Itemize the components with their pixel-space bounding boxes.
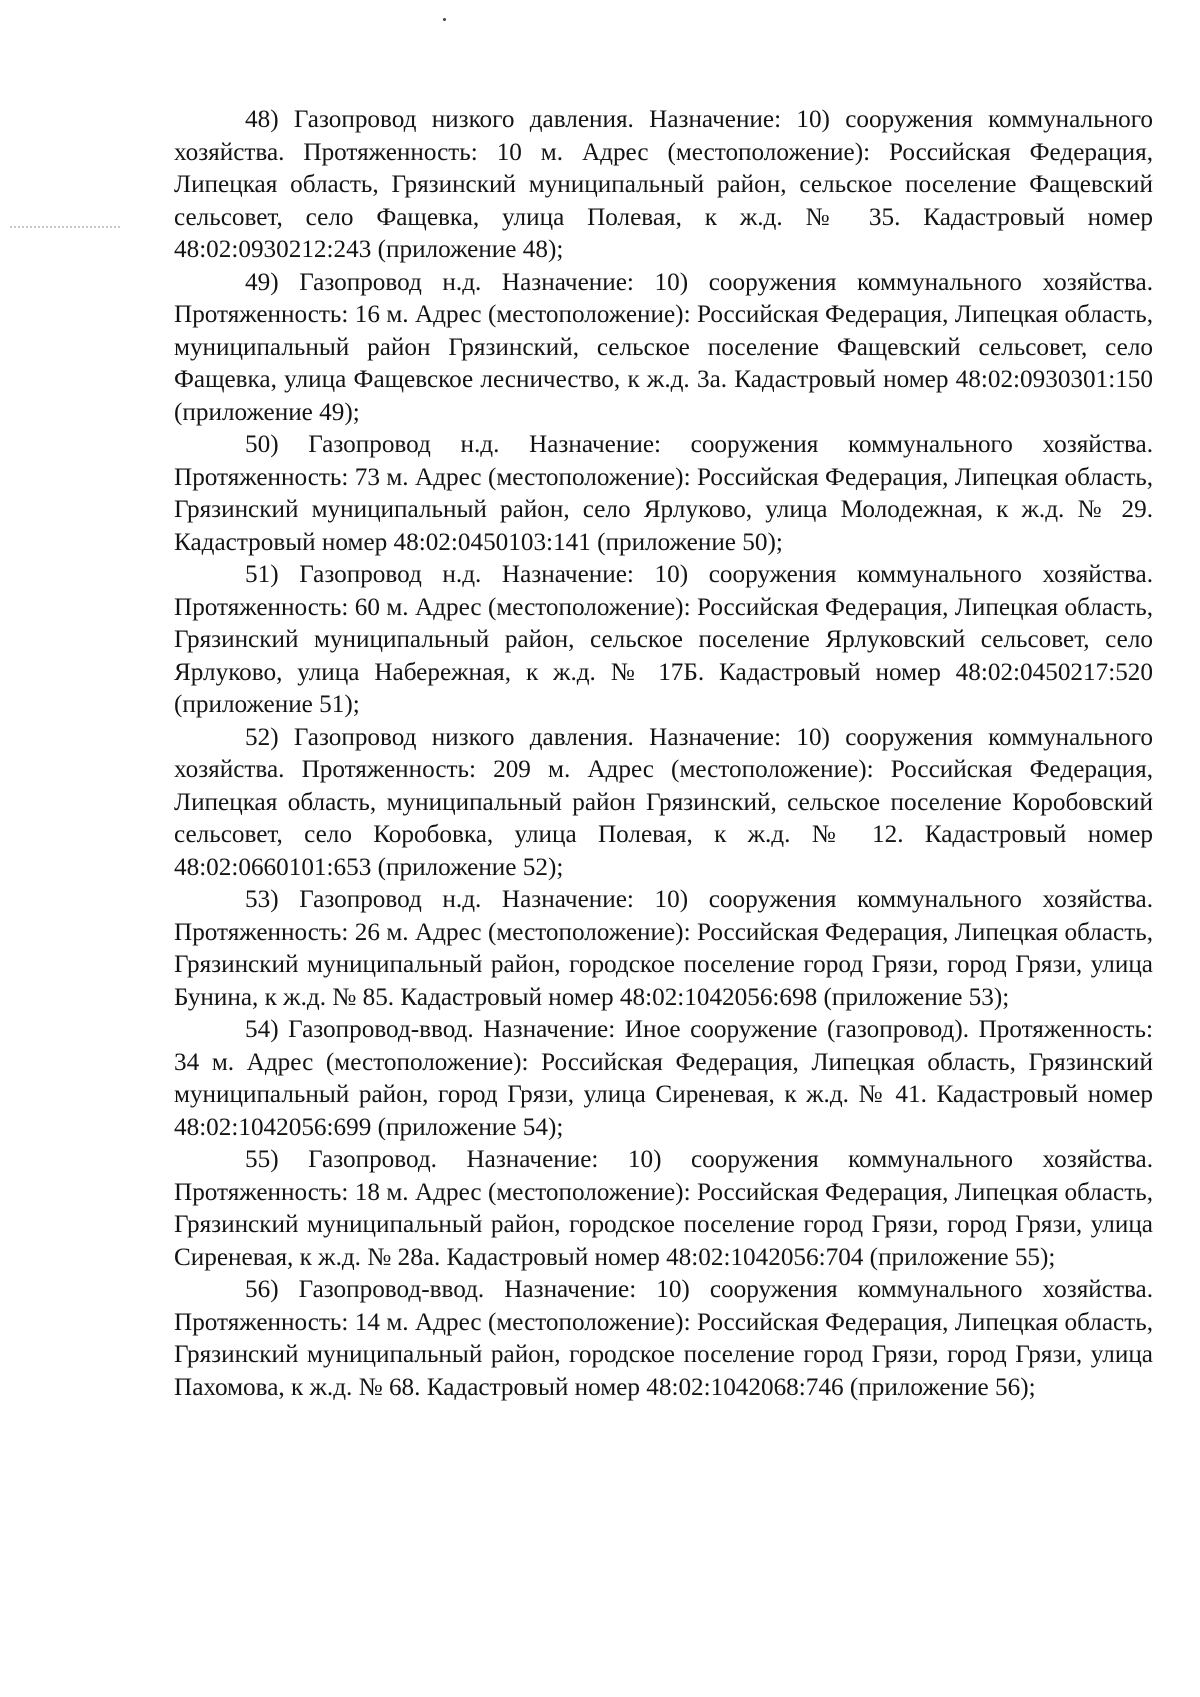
list-item-54: 54) Газопровод-ввод. Назначение: Иное сооружение (газопровод). Протяженность: 34 м. Адрес (местоположение): Российская Федерация, Липецкая область, Грязинский муниципальный район, город Грязи, улица Сиреневая, к ж.д. № 41. Кадастровый номер 48:02:1042056:699 (приложение 54); [174, 1016, 1153, 1141]
list-item-51: 51) Газопровод н.д. Назначение: 10) сооружения коммунального хозяйства. Протяженность: 60 м. Адрес (местоположение): Российская Федерация, Липецкая область, Грязинский муниципальный район, сельское поселение Ярлуковский сельсовет, село Ярлуково, улица Набережная, к ж.д. № 17Б. Кадастровый номер 48:02:0450217:520 (приложение 51); [174, 561, 1153, 718]
list-item-55: 55) Газопровод. Назначение: 10) сооружения коммунального хозяйства. Протяженность: 18 м. Адрес (местоположение): Российская Федерация, Липецкая область, Грязинский муниципальный район, городское поселение город Грязи, город Грязи, улица Сиреневая, к ж.д. № 28а. Кадастровый номер 48:02:1042056:704 (приложение 55); [174, 1146, 1153, 1271]
list-item-52: 52) Газопровод низкого давления. Назначение: 10) сооружения коммунального хозяйства. Протяженность: 209 м. Адрес (местоположение): Российская Федерация, Липецкая область, муниципальный район Грязинский, сельское поселение Коробовский сельсовет, село Коробовка, улица Полевая, к ж.д. № 12. Кадастровый номер 48:02:0660101:653 (приложение 52); [174, 723, 1153, 881]
list-item-49: 49) Газопровод н.д. Назначение: 10) сооружения коммунального хозяйства. Протяженность: 16 м. Адрес (местоположение): Российская Федерация, Липецкая область, муниципальный район Грязинский, сельское поселение Фащевский сельсовет, село Фащевка, улица Фащевское лесничество, к ж.д. 3а. Кадастровый номер 48:02:0930301:150 (приложение 49); [174, 268, 1153, 426]
list-item-56: 56) Газопровод-ввод. Назначение: 10) сооружения коммунального хозяйства. Протяженность: 14 м. Адрес (местоположение): Российская Федерация, Липецкая область, Грязинский муниципальный район, городское поселение город Грязи, город Грязи, улица Пахомова, к ж.д. № 68. Кадастровый номер 48:02:1042068:746 (приложение 56); [174, 1276, 1153, 1401]
list-item-48: 48) Газопровод низкого давления. Назначение: 10) сооружения коммунального хозяйства. Протяженность: 10 м. Адрес (местоположение): Российская Федерация, Липецкая область, Грязинский муниципальный район, сельское поселение Фащевский сельсовет, село Фащевка, улица Полевая, к ж.д. № 35. Кадастровый номер 48:02:0930212:243 (приложение 48); [174, 106, 1153, 263]
list-item-53: 53) Газопровод н.д. Назначение: 10) сооружения коммунального хозяйства. Протяженность: 26 м. Адрес (местоположение): Российская Федерация, Липецкая область, Грязинский муниципальный район, городское поселение город Грязи, город Грязи, улица Бунина, к ж.д. № 85. Кадастровый номер 48:02:1042056:698 (приложение 53); [174, 886, 1153, 1011]
document-body [174, 104, 1153, 1404]
list-item-50: 50) Газопровод н.д. Назначение: сооружения коммунального хозяйства. Протяженность: 73 м. Адрес (местоположение): Российская Федерация, Липецкая область, Грязинский муниципальный район, село Ярлуково, улица Молодежная, к ж.д. № 29. Кадастровый номер 48:02:0450103:141 (приложение 50); [174, 431, 1153, 556]
scan-dot-mark [443, 18, 446, 21]
scan-artifact [10, 226, 120, 231]
